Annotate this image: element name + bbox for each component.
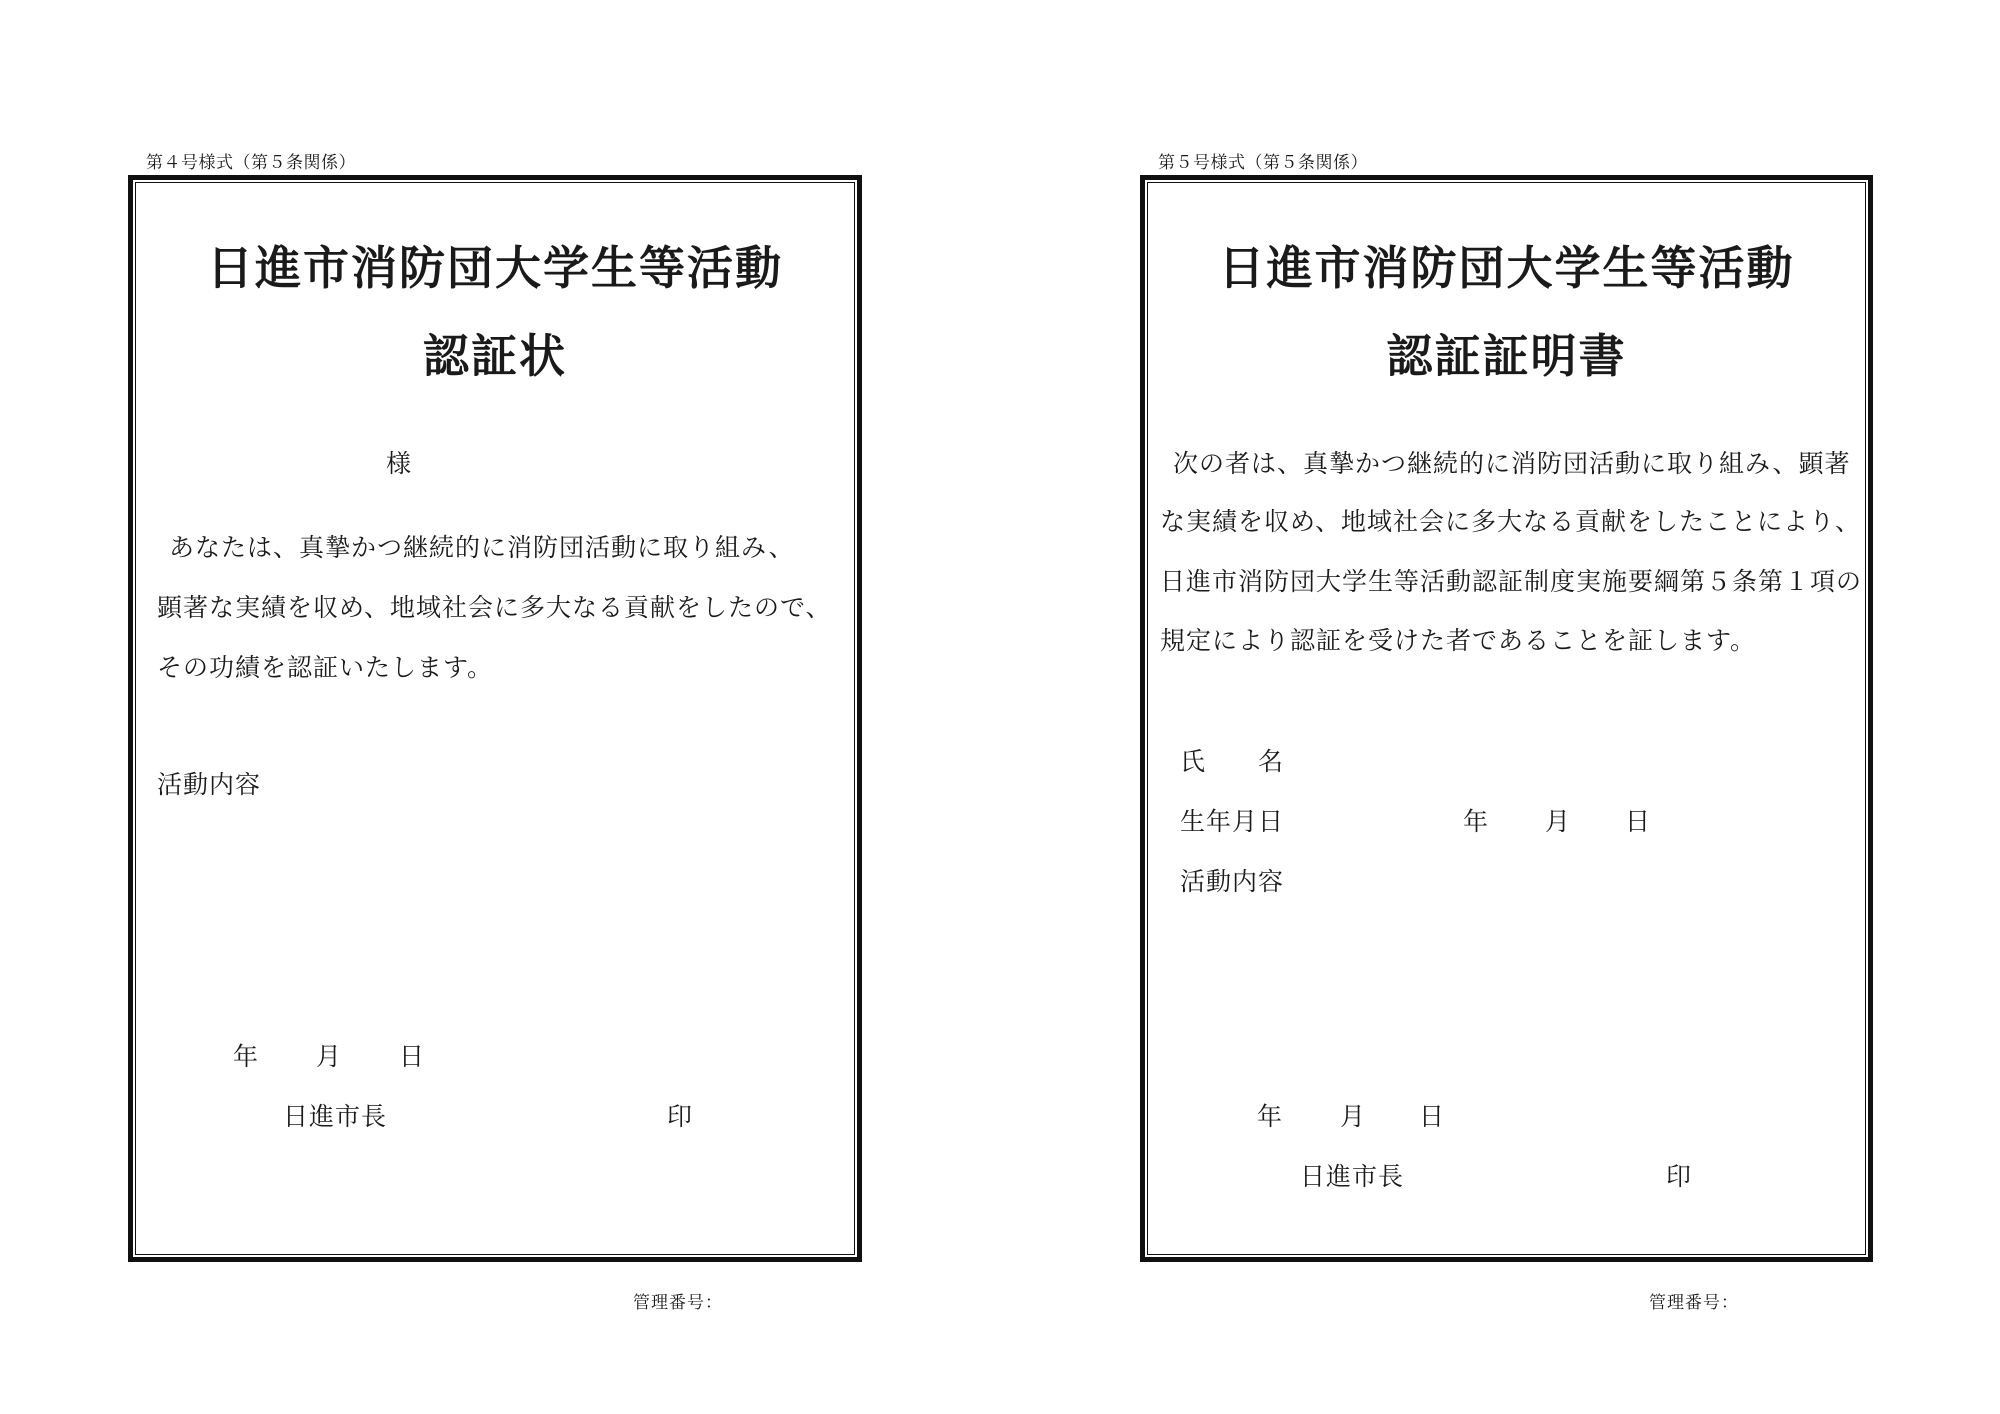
body-text-line2: な実績を収め、地域社会に多大なる貢献をしたことにより、 [1160, 507, 1862, 536]
date-month-label: 月 [316, 1042, 343, 1071]
body-text-line4: 規定により認証を受けた者であることを証します。 [1160, 626, 1757, 655]
certificate-frame [1140, 175, 1873, 1262]
birthdate-label: 生年月日 [1180, 807, 1285, 836]
body-text-line1: あなたは、真摯かつ継続的に消防団活動に取り組み、 [169, 533, 795, 562]
recipient-honorific: 様 [386, 449, 413, 478]
body-text-line3: その功績を認証いたします。 [157, 653, 494, 682]
birth-day-label: 日 [1625, 807, 1652, 836]
management-number-label: 管理番号： [1649, 1293, 1739, 1313]
name-label: 氏 名 [1180, 747, 1285, 776]
date-day-label: 日 [399, 1042, 426, 1071]
certificate-frame [128, 175, 862, 1262]
certificate-title-line1: 日進市消防団大学生等活動 [207, 241, 783, 295]
date-year-label: 年 [233, 1042, 260, 1071]
certificate-title-line2: 認証状 [423, 329, 567, 383]
body-text-line2: 顕著な実績を収め、地域社会に多大なる貢献をしたので、 [157, 593, 832, 622]
mayor-label: 日進市長 [1300, 1162, 1405, 1191]
birth-year-label: 年 [1463, 807, 1490, 836]
certificate-title-line2: 認証証明書 [1386, 329, 1627, 383]
management-number-label: 管理番号： [633, 1293, 723, 1313]
body-text-line1: 次の者は、真摯かつ継続的に消防団活動に取り組み、顕著 [1173, 449, 1851, 478]
body-text-line3: 日進市消防団大学生等活動認証制度実施要綱第５条第１項の [1160, 567, 1863, 596]
activity-content-label: 活動内容 [157, 770, 262, 799]
seal-label: 印 [667, 1102, 694, 1131]
date-day-label: 日 [1419, 1102, 1446, 1131]
date-year-label: 年 [1257, 1102, 1284, 1131]
certificate-title-line1: 日進市消防団大学生等活動 [1218, 241, 1795, 295]
mayor-label: 日進市長 [283, 1102, 388, 1131]
form-number-label: 第５号様式（第５条関係） [1158, 153, 1368, 173]
seal-label: 印 [1666, 1162, 1693, 1191]
birth-month-label: 月 [1545, 807, 1572, 836]
form-number-label: 第４号様式（第５条関係） [146, 153, 356, 173]
activity-content-label: 活動内容 [1180, 867, 1285, 896]
date-month-label: 月 [1340, 1102, 1367, 1131]
